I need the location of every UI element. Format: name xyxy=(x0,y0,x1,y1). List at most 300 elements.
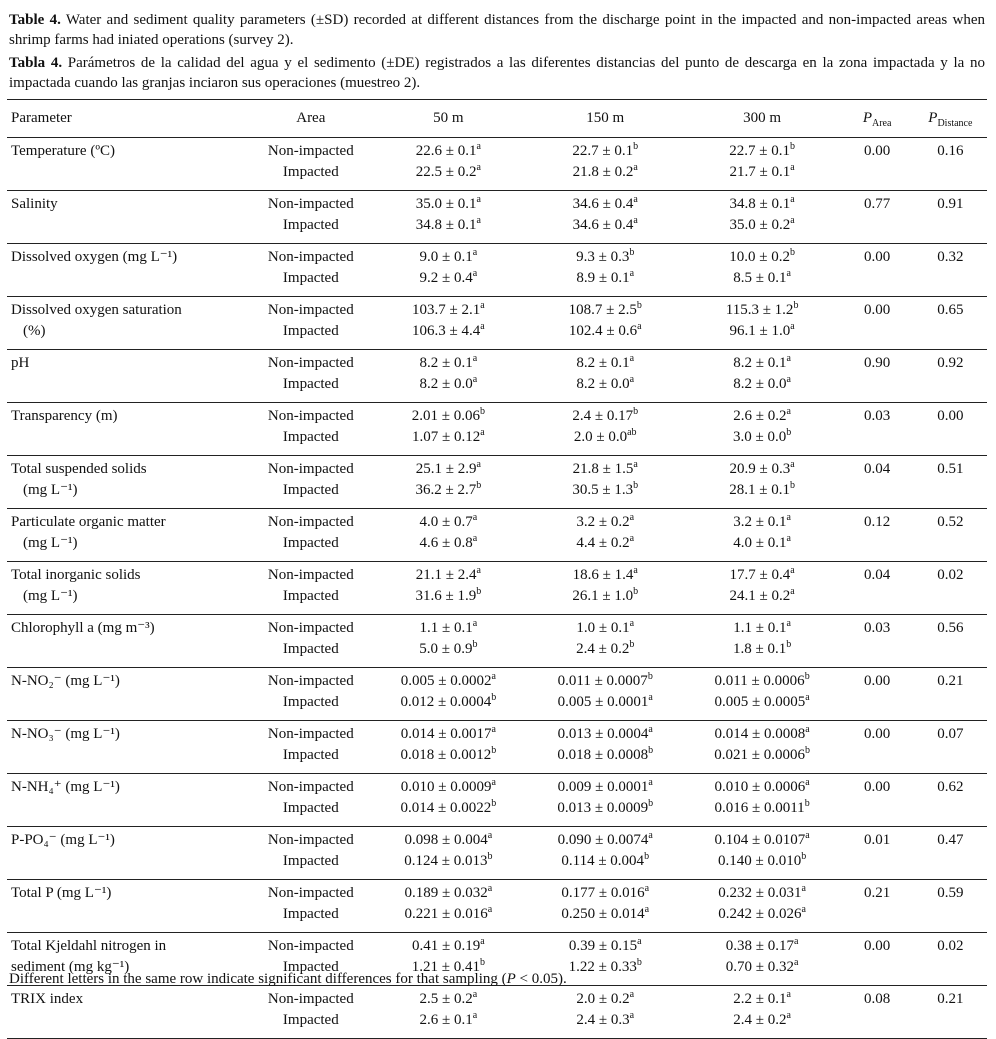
value-cell-300m xyxy=(684,403,841,456)
value-entry xyxy=(527,374,684,395)
caption-english xyxy=(9,10,985,50)
table-row xyxy=(7,297,987,350)
value-entry xyxy=(527,459,684,480)
mean-sd-value: 26.1 ± 1.0 xyxy=(572,588,634,604)
significance-letter: a xyxy=(472,512,478,523)
mean-sd-value: 0.010 ± 0.0009 xyxy=(400,779,492,795)
mean-sd-value: 2.4 ± 0.2 xyxy=(576,641,630,657)
mean-sd-value: 0.104 ± 0.0107 xyxy=(714,832,806,848)
value-entry xyxy=(684,480,841,501)
p-area-value: 0.00 xyxy=(864,143,891,159)
p-area-value: 0.12 xyxy=(864,514,891,530)
value-cell-150m xyxy=(527,350,684,403)
value-entry xyxy=(527,851,684,872)
value-entry xyxy=(370,671,527,692)
parameter-name: Total suspended solids xyxy=(11,461,147,477)
value-cell-150m xyxy=(527,244,684,297)
mean-sd-value: 30.5 ± 1.3 xyxy=(572,482,634,498)
value-entry xyxy=(370,989,527,1010)
value-entry xyxy=(527,512,684,533)
significance-letter: a xyxy=(786,406,791,417)
significance-letter: a xyxy=(793,957,799,968)
mean-sd-value: 3.0 ± 0.0 xyxy=(732,429,787,445)
mean-sd-value: 18.6 ± 1.4 xyxy=(572,567,634,583)
mean-sd-value: 0.70 ± 0.32 xyxy=(725,959,794,975)
significance-letter: a xyxy=(805,830,810,841)
table-row xyxy=(7,615,987,668)
mean-sd-value: 103.7 ± 2.1 xyxy=(412,302,481,318)
area-label-impacted: Impacted xyxy=(282,641,339,657)
area-label-non-impacted: Non-impacted xyxy=(267,620,354,636)
parameter-name: (%) xyxy=(23,323,46,339)
parameter-cell xyxy=(7,880,252,933)
area-label-impacted: Impacted xyxy=(282,800,339,816)
significance-letter: a xyxy=(629,618,635,629)
mean-sd-value: 0.018 ± 0.0012 xyxy=(400,747,492,763)
mean-sd-value: 0.090 ± 0.0074 xyxy=(557,832,649,848)
value-entry xyxy=(684,194,841,215)
area-label-non-impacted: Non-impacted xyxy=(267,938,354,954)
parameter-name: P-PO₄⁻ (mg L⁻¹) xyxy=(11,832,115,848)
p-distance-value: 0.32 xyxy=(937,249,964,265)
parameter-name: (mg L⁻¹) xyxy=(23,482,78,498)
p-area-value: 0.04 xyxy=(864,461,891,477)
significance-letter: a xyxy=(648,692,653,703)
mean-sd-value: 1.1 ± 0.1 xyxy=(733,620,787,636)
mean-sd-value: 0.114 ± 0.004 xyxy=(561,853,645,869)
value-cell-50m xyxy=(370,138,527,191)
value-cell-150m xyxy=(527,986,684,1039)
mean-sd-value: 22.5 ± 0.2 xyxy=(415,164,477,180)
significance-letter: a xyxy=(629,374,635,385)
mean-sd-value: 21.8 ± 1.5 xyxy=(572,461,634,477)
area-label-impacted: Impacted xyxy=(282,747,339,763)
significance-letter: b xyxy=(633,406,639,417)
value-entry xyxy=(527,904,684,925)
value-entry xyxy=(370,618,527,639)
p-area-value: 0.21 xyxy=(864,885,891,901)
significance-letter: a xyxy=(790,321,795,332)
footnote xyxy=(9,971,567,988)
p-area-value: 0.01 xyxy=(864,832,891,848)
mean-sd-value: 0.011 ± 0.0007 xyxy=(557,673,648,689)
p-area-value: 0.00 xyxy=(864,726,891,742)
value-cell-150m xyxy=(527,615,684,668)
area-cell xyxy=(252,615,370,668)
area-cell xyxy=(252,774,370,827)
significance-letter: a xyxy=(786,533,791,544)
significance-letter: a xyxy=(637,321,642,332)
area-cell xyxy=(252,138,370,191)
parameter-name: Total Kjeldahl nitrogen in xyxy=(11,938,167,954)
value-entry xyxy=(370,321,527,342)
value-entry xyxy=(527,533,684,554)
value-entry xyxy=(527,300,684,321)
value-cell-300m xyxy=(684,562,841,615)
value-cell-50m xyxy=(370,827,527,880)
value-entry xyxy=(527,639,684,660)
significance-letter: b xyxy=(629,247,635,258)
significance-letter: b xyxy=(801,851,807,862)
value-entry xyxy=(527,321,684,342)
parameter-name: Dissolved oxygen saturation xyxy=(11,302,182,318)
mean-sd-value: 2.6 ± 0.1 xyxy=(419,1012,473,1028)
area-cell xyxy=(252,403,370,456)
parameter-name: Salinity xyxy=(11,196,58,212)
value-cell-50m xyxy=(370,244,527,297)
p-distance-value: 0.52 xyxy=(937,514,964,530)
value-entry xyxy=(527,353,684,374)
value-entry xyxy=(370,194,527,215)
significance-letter: a xyxy=(801,883,806,894)
significance-letter: a xyxy=(790,215,795,226)
mean-sd-value: 5.0 ± 0.9 xyxy=(419,641,473,657)
p-distance-value: 0.21 xyxy=(937,673,964,689)
value-cell-300m xyxy=(684,774,841,827)
mean-sd-value: 8.2 ± 0.0 xyxy=(733,376,787,392)
value-cell-300m xyxy=(684,933,841,986)
significance-letter: b xyxy=(633,141,639,152)
parameter-cell xyxy=(7,827,252,880)
value-entry xyxy=(684,618,841,639)
mean-sd-value: 1.0 ± 0.1 xyxy=(576,620,630,636)
parameter-name: Total P (mg L⁻¹) xyxy=(11,885,112,901)
parameter-cell xyxy=(7,138,252,191)
significance-letter: a xyxy=(801,904,806,915)
p-area-value: 0.04 xyxy=(864,567,891,583)
value-entry xyxy=(684,851,841,872)
footnote-text-after: < 0.05). xyxy=(515,971,567,987)
mean-sd-value: 2.5 ± 0.2 xyxy=(419,991,473,1007)
mean-sd-value: 25.1 ± 2.9 xyxy=(415,461,477,477)
value-entry xyxy=(527,194,684,215)
value-entry xyxy=(370,565,527,586)
parameter-name: Dissolved oxygen (mg L⁻¹) xyxy=(11,249,178,265)
footnote-text-before: Different letters in the same row indicate significant differences for that sampling ( xyxy=(9,971,507,987)
value-entry xyxy=(684,798,841,819)
p-area-value: 0.08 xyxy=(864,991,891,1007)
parameter-cell xyxy=(7,668,252,721)
mean-sd-value: 8.5 ± 0.1 xyxy=(733,270,787,286)
value-entry xyxy=(684,215,841,236)
mean-sd-value: 3.2 ± 0.2 xyxy=(576,514,630,530)
area-label-impacted: Impacted xyxy=(282,1012,339,1028)
p-area-value: 0.00 xyxy=(864,302,891,318)
table-body xyxy=(7,138,987,1039)
value-cell-50m xyxy=(370,986,527,1039)
mean-sd-value: 0.177 ± 0.016 xyxy=(561,885,645,901)
mean-sd-value: 0.38 ± 0.17 xyxy=(725,938,794,954)
value-cell-150m xyxy=(527,668,684,721)
mean-sd-value: 0.005 ± 0.0001 xyxy=(557,694,649,710)
value-entry xyxy=(527,427,684,448)
significance-letter: a xyxy=(476,459,481,470)
value-entry xyxy=(684,883,841,904)
area-label-non-impacted: Non-impacted xyxy=(267,673,354,689)
significance-letter: a xyxy=(805,692,810,703)
value-entry xyxy=(370,353,527,374)
p-area-value: 0.00 xyxy=(864,673,891,689)
mean-sd-value: 0.189 ± 0.032 xyxy=(404,885,488,901)
value-cell-150m xyxy=(527,456,684,509)
value-entry xyxy=(684,565,841,586)
mean-sd-value: 21.7 ± 0.1 xyxy=(729,164,791,180)
mean-sd-value: 1.22 ± 0.33 xyxy=(568,959,637,975)
mean-sd-value: 2.01 ± 0.06 xyxy=(411,408,480,424)
significance-letter: b xyxy=(491,692,497,703)
p-distance-value: 0.65 xyxy=(937,302,964,318)
value-entry xyxy=(370,215,527,236)
area-cell xyxy=(252,456,370,509)
value-cell-50m xyxy=(370,774,527,827)
mean-sd-value: 8.9 ± 0.1 xyxy=(576,270,630,286)
significance-letter: a xyxy=(633,194,638,205)
significance-letter: a xyxy=(633,459,638,470)
p-distance-value: 0.51 xyxy=(937,461,964,477)
header-p-area-sub: Area xyxy=(872,118,892,129)
area-cell xyxy=(252,668,370,721)
parameter-name: sediment (mg kg⁻¹) xyxy=(11,959,130,975)
value-entry xyxy=(370,851,527,872)
parameter-cell xyxy=(7,721,252,774)
header-300m: 300 m xyxy=(743,110,782,126)
value-entry xyxy=(684,459,841,480)
area-cell xyxy=(252,297,370,350)
mean-sd-value: 9.3 ± 0.3 xyxy=(576,249,630,265)
value-entry xyxy=(527,480,684,501)
caption-spanish-text: Parámetros de la calidad del agua y el sedimento (±DE) registrados a las diferentes distancias del punto de descarga en la zona impactada y la no impactada cuando las granjas inciaron sus operaciones (muestreo 2). xyxy=(9,55,985,91)
significance-letter: a xyxy=(629,1010,635,1021)
significance-letter: b xyxy=(633,480,639,491)
value-cell-150m xyxy=(527,880,684,933)
mean-sd-value: 0.221 ± 0.016 xyxy=(404,906,488,922)
table-row xyxy=(7,456,987,509)
value-cell-300m xyxy=(684,721,841,774)
value-entry xyxy=(370,830,527,851)
value-cell-300m xyxy=(684,350,841,403)
mean-sd-value: 34.6 ± 0.4 xyxy=(572,196,634,212)
value-entry xyxy=(370,141,527,162)
significance-letter: a xyxy=(487,883,493,894)
value-entry xyxy=(684,533,841,554)
table-row xyxy=(7,191,987,244)
area-label-impacted: Impacted xyxy=(282,429,339,445)
table-row xyxy=(7,244,987,297)
mean-sd-value: 0.124 ± 0.013 xyxy=(404,853,488,869)
significance-letter: a xyxy=(786,512,791,523)
p-distance-value: 0.47 xyxy=(937,832,964,848)
caption-english-text: Water and sediment quality parameters (±SD) recorded at different distances from the discharge point in the impacted and non-impacted areas when shrimp farms had iniated operations (survey 2). xyxy=(9,12,985,48)
parameter-name: pH xyxy=(11,355,30,371)
value-entry xyxy=(527,692,684,713)
mean-sd-value: 1.07 ± 0.12 xyxy=(412,429,481,445)
table-row xyxy=(7,562,987,615)
p-distance-value: 0.02 xyxy=(937,567,964,583)
mean-sd-value: 0.242 ± 0.026 xyxy=(718,906,802,922)
p-distance-value: 0.56 xyxy=(937,620,964,636)
mean-sd-value: 8.2 ± 0.0 xyxy=(576,376,630,392)
value-cell-50m xyxy=(370,615,527,668)
value-entry xyxy=(527,745,684,766)
table-row xyxy=(7,350,987,403)
mean-sd-value: 102.4 ± 0.6 xyxy=(568,323,638,339)
p-distance-value: 0.02 xyxy=(937,938,964,954)
mean-sd-value: 0.005 ± 0.0005 xyxy=(714,694,806,710)
mean-sd-value: 0.014 ± 0.0008 xyxy=(714,726,806,742)
mean-sd-value: 9.2 ± 0.4 xyxy=(419,270,473,286)
significance-letter: a xyxy=(793,936,799,947)
parameter-name: Total inorganic solids xyxy=(11,567,141,583)
value-cell-150m xyxy=(527,721,684,774)
parameter-cell xyxy=(7,456,252,509)
value-cell-300m xyxy=(684,191,841,244)
value-entry xyxy=(527,798,684,819)
value-entry xyxy=(684,321,841,342)
mean-sd-value: 4.4 ± 0.2 xyxy=(576,535,630,551)
significance-letter: a xyxy=(805,724,810,735)
p-area-value: 0.90 xyxy=(864,355,891,371)
value-entry xyxy=(370,162,527,183)
parameter-name: (mg L⁻¹) xyxy=(23,535,78,551)
mean-sd-value: 0.012 ± 0.0004 xyxy=(400,694,492,710)
area-label-non-impacted: Non-impacted xyxy=(267,143,354,159)
significance-letter: b xyxy=(479,406,485,417)
mean-sd-value: 17.7 ± 0.4 xyxy=(729,567,791,583)
significance-letter: a xyxy=(790,565,795,576)
value-cell-50m xyxy=(370,509,527,562)
parameter-cell xyxy=(7,986,252,1039)
significance-letter: a xyxy=(648,830,653,841)
significance-letter: a xyxy=(476,162,481,173)
area-label-impacted: Impacted xyxy=(282,535,339,551)
value-cell-150m xyxy=(527,297,684,350)
mean-sd-value: 34.8 ± 0.1 xyxy=(415,217,477,233)
mean-sd-value: 21.1 ± 2.4 xyxy=(415,567,477,583)
significance-letter: a xyxy=(472,268,478,279)
parameter-name: N-NO₂⁻ (mg L⁻¹) xyxy=(11,673,120,689)
value-entry xyxy=(684,830,841,851)
header-p-distance xyxy=(914,100,987,138)
value-entry xyxy=(684,692,841,713)
value-entry xyxy=(370,374,527,395)
caption-spanish-label: Tabla 4. xyxy=(9,55,63,71)
significance-letter: b xyxy=(636,300,642,311)
table-row xyxy=(7,403,987,456)
value-entry xyxy=(370,268,527,289)
significance-letter: a xyxy=(786,353,791,364)
mean-sd-value: 36.2 ± 2.7 xyxy=(415,482,477,498)
header-p-distance-sub: Distance xyxy=(937,118,973,129)
mean-sd-value: 0.011 ± 0.0006 xyxy=(714,673,805,689)
caption-spanish xyxy=(9,53,985,93)
significance-letter: b xyxy=(789,247,795,258)
value-entry xyxy=(527,141,684,162)
value-entry xyxy=(684,300,841,321)
mean-sd-value: 2.6 ± 0.2 xyxy=(733,408,787,424)
significance-letter: a xyxy=(790,194,795,205)
value-cell-300m xyxy=(684,244,841,297)
significance-letter: a xyxy=(786,268,791,279)
mean-sd-value: 8.2 ± 0.1 xyxy=(419,355,473,371)
table-row xyxy=(7,827,987,880)
mean-sd-value: 0.009 ± 0.0001 xyxy=(557,779,649,795)
header-150m: 150 m xyxy=(586,110,625,126)
area-cell xyxy=(252,880,370,933)
area-label-non-impacted: Non-impacted xyxy=(267,249,354,265)
mean-sd-value: 28.1 ± 0.1 xyxy=(729,482,790,498)
area-cell xyxy=(252,986,370,1039)
mean-sd-value: 34.6 ± 0.4 xyxy=(572,217,634,233)
table-row xyxy=(7,668,987,721)
value-entry xyxy=(684,374,841,395)
value-cell-300m xyxy=(684,456,841,509)
value-cell-50m xyxy=(370,403,527,456)
significance-letter: a xyxy=(790,162,795,173)
value-entry xyxy=(370,692,527,713)
value-entry xyxy=(370,480,527,501)
mean-sd-value: 115.3 ± 1.2 xyxy=(725,302,794,318)
mean-sd-value: 2.4 ± 0.3 xyxy=(576,1012,630,1028)
mean-sd-value: 2.2 ± 0.1 xyxy=(733,991,787,1007)
area-label-non-impacted: Non-impacted xyxy=(267,567,354,583)
value-entry xyxy=(527,989,684,1010)
significance-letter: ab xyxy=(627,427,637,438)
area-cell xyxy=(252,721,370,774)
significance-letter: b xyxy=(487,851,493,862)
significance-letter: a xyxy=(472,1010,478,1021)
significance-letter: a xyxy=(633,215,638,226)
value-entry xyxy=(684,1010,841,1031)
significance-letter: a xyxy=(629,533,635,544)
mean-sd-value: 21.8 ± 0.2 xyxy=(572,164,634,180)
mean-sd-value: 10.0 ± 0.2 xyxy=(729,249,790,265)
value-entry xyxy=(684,745,841,766)
mean-sd-value: 2.4 ± 0.2 xyxy=(733,1012,787,1028)
significance-letter: a xyxy=(644,883,650,894)
parameter-name: Transparency (m) xyxy=(11,408,118,424)
significance-letter: a xyxy=(629,989,635,1000)
significance-letter: a xyxy=(629,268,635,279)
value-entry xyxy=(370,586,527,607)
area-label-non-impacted: Non-impacted xyxy=(267,408,354,424)
mean-sd-value: 34.8 ± 0.1 xyxy=(729,196,791,212)
value-cell-300m xyxy=(684,986,841,1039)
table-header-row xyxy=(7,100,987,138)
p-distance-value: 0.59 xyxy=(937,885,964,901)
significance-letter: a xyxy=(629,512,635,523)
significance-letter: b xyxy=(633,586,639,597)
area-label-non-impacted: Non-impacted xyxy=(267,991,354,1007)
mean-sd-value: 0.014 ± 0.0022 xyxy=(400,800,492,816)
value-cell-150m xyxy=(527,138,684,191)
value-entry xyxy=(527,1010,684,1031)
parameter-name: N-NO₃⁻ (mg L⁻¹) xyxy=(11,726,120,742)
parameter-cell xyxy=(7,615,252,668)
significance-letter: b xyxy=(804,745,810,756)
significance-letter: b xyxy=(491,798,497,809)
mean-sd-value: 4.0 ± 0.1 xyxy=(733,535,787,551)
table-row xyxy=(7,880,987,933)
mean-sd-value: 0.232 ± 0.031 xyxy=(718,885,802,901)
significance-letter: b xyxy=(476,480,482,491)
significance-letter: a xyxy=(480,936,485,947)
value-cell-150m xyxy=(527,509,684,562)
area-cell xyxy=(252,827,370,880)
value-entry xyxy=(370,533,527,554)
mean-sd-value: 96.1 ± 1.0 xyxy=(729,323,791,339)
mean-sd-value: 0.098 ± 0.004 xyxy=(404,832,488,848)
mean-sd-value: 0.014 ± 0.0017 xyxy=(400,726,492,742)
